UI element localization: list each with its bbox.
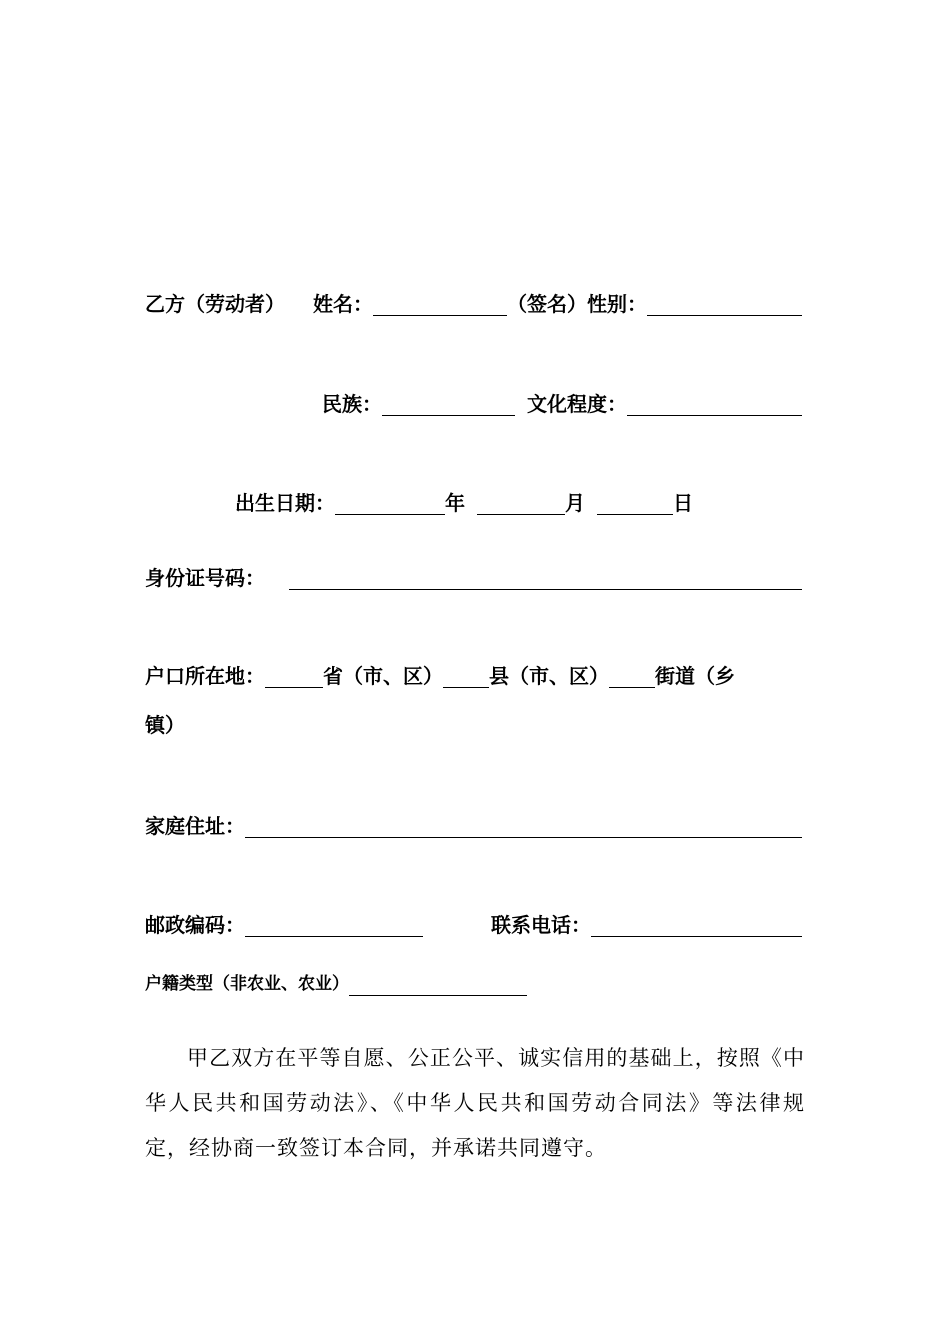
street-field[interactable]	[609, 665, 655, 688]
row-hukou	[145, 658, 802, 688]
birth-month-field[interactable]	[477, 492, 565, 515]
row-birthdate	[235, 485, 693, 515]
sign-gender-label: （签名）性别：	[507, 292, 647, 316]
county-label: 县（市、区）	[489, 664, 609, 688]
ethnicity-field[interactable]	[382, 393, 515, 416]
day-label: 日	[673, 491, 693, 515]
row-address	[145, 808, 802, 838]
town-label: 镇）	[145, 713, 185, 737]
education-label: 文化程度：	[527, 392, 627, 416]
month-label: 月	[565, 491, 585, 515]
province-label: 省（市、区）	[323, 664, 443, 688]
address-label: 家庭住址：	[145, 814, 245, 838]
street-label: 街道（乡	[655, 664, 735, 688]
postcode-field[interactable]	[245, 914, 423, 937]
ethnicity-label: 民族：	[322, 392, 382, 416]
birthdate-label: 出生日期：	[235, 491, 335, 515]
row-ethnicity	[322, 386, 802, 416]
row-party-b	[145, 286, 802, 316]
name-field[interactable]	[373, 293, 507, 316]
row-id-number	[145, 560, 802, 590]
party-b-label: 乙方（劳动者）	[145, 292, 285, 316]
agreement-paragraph: 甲乙双方在平等自愿、公正公平、诚实信用的基础上，按照《中华人民共和国劳动法》、《中华人民共和国劳动合同法》等法律规定，经协商一致签订本合同，并承诺共同遵守。	[145, 1046, 805, 1160]
year-label: 年	[445, 491, 465, 515]
province-field[interactable]	[265, 665, 323, 688]
row-hukou-cont	[145, 707, 802, 737]
hukou-type-label: 户籍类型（非农业、农业）	[145, 974, 349, 994]
hukou-label: 户口所在地：	[145, 664, 265, 688]
education-field[interactable]	[627, 393, 802, 416]
row-contact	[145, 907, 802, 937]
hukou-type-field[interactable]	[349, 975, 527, 996]
id-number-label: 身份证号码：	[145, 566, 265, 590]
id-number-field[interactable]	[289, 567, 802, 590]
name-label: 姓名：	[313, 292, 373, 316]
phone-label: 联系电话：	[491, 913, 591, 937]
address-field[interactable]	[245, 815, 802, 838]
postcode-label: 邮政编码：	[145, 913, 245, 937]
birth-year-field[interactable]	[335, 492, 445, 515]
birth-day-field[interactable]	[597, 492, 673, 515]
row-hukou-type	[145, 966, 527, 996]
phone-field[interactable]	[591, 914, 802, 937]
county-field[interactable]	[443, 665, 489, 688]
gender-field[interactable]	[647, 293, 802, 316]
